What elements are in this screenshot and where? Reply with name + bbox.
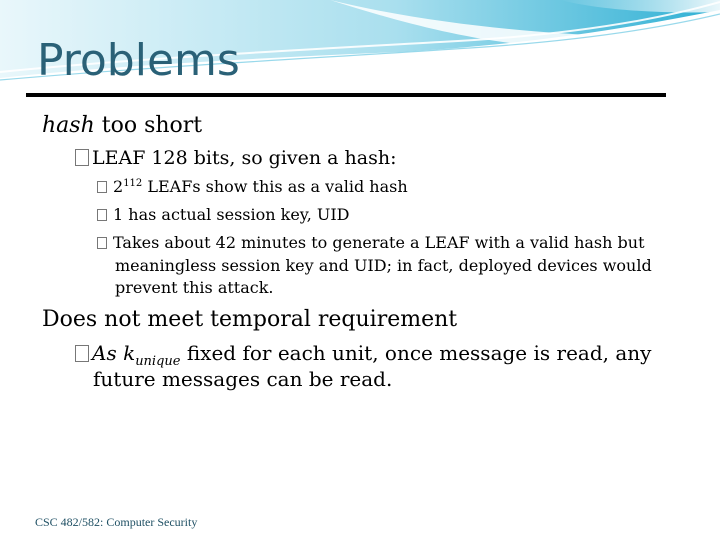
sub1-base: 2	[113, 177, 124, 196]
bullet-kunique	[75, 340, 703, 392]
bullet-temporal-requirement	[42, 306, 457, 334]
title-underline	[26, 93, 666, 97]
bullet-kunique-sub: unique	[135, 354, 181, 369]
bullet-leaf-bits	[75, 146, 396, 170]
slide-title: Problems	[37, 35, 240, 86]
bullet-box-icon	[75, 345, 89, 362]
sub-bullet-leafs-valid	[97, 176, 682, 199]
bullet-box-icon	[75, 149, 89, 166]
sub1-rest: LEAFs show this as a valid hash	[142, 177, 408, 196]
sub2-text: 1 has actual session key, UID	[113, 205, 350, 224]
bullet-kunique-as: As k	[92, 341, 136, 365]
bullet-hash-too-short	[42, 112, 202, 140]
sub-bullet-session-key	[97, 204, 682, 227]
bullet-kunique-rest: fixed for each unit, once message is read, any future messages can be read.	[93, 341, 652, 391]
bullet-box-icon	[97, 209, 107, 221]
bullet-temporal-text: Does not meet temporal requirement	[42, 307, 458, 332]
bullet-box-icon	[97, 181, 107, 193]
bullet-hash-italic: hash	[42, 113, 95, 138]
footer-course: CSC 482/582: Computer Security	[35, 515, 198, 529]
sub-bullet-42-minutes	[97, 232, 685, 300]
bullet-hash-rest: too short	[94, 113, 203, 138]
sub1-exponent: 112	[123, 178, 143, 189]
bullet-leaf-text: LEAF 128 bits, so given a hash:	[92, 147, 397, 169]
bullet-box-icon	[97, 237, 107, 249]
sub3-text: Takes about 42 minutes to generate a LEAF with a valid hash but meaningless session key and UID; in fact, deployed devices would prevent this attack.	[113, 233, 652, 297]
